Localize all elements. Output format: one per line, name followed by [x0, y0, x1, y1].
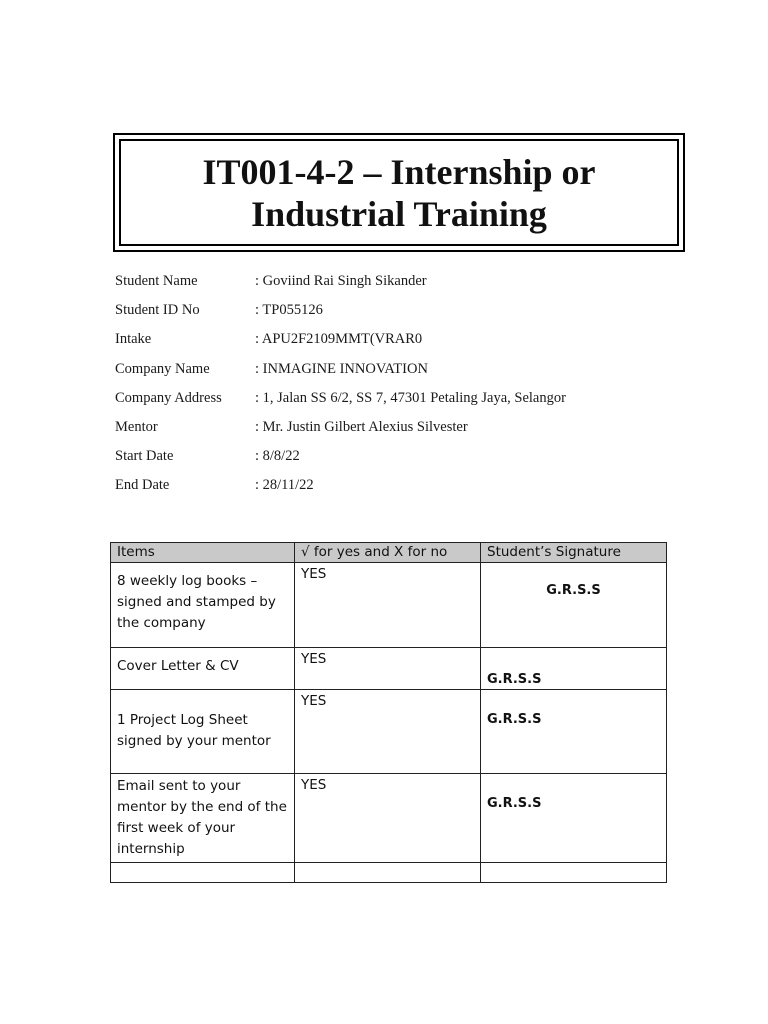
- info-row-company-name: [115, 355, 715, 384]
- info-row-mentor: [115, 413, 715, 442]
- item-cell: [111, 648, 295, 690]
- empty-cell: [111, 863, 295, 883]
- info-row-end-date: [115, 471, 715, 500]
- item-cell: [111, 774, 295, 863]
- info-value: : 28/11/22: [255, 477, 314, 494]
- item-text: Cover Letter & CV: [117, 658, 239, 674]
- column-header-check: √ for yes and X for no: [295, 543, 481, 563]
- signature-cell: [481, 648, 667, 690]
- info-label: Intake: [115, 331, 152, 348]
- document-title-line-2: Industrial Training: [251, 193, 547, 234]
- info-row-intake: [115, 325, 715, 354]
- table-row: [111, 648, 667, 690]
- title-inner-frame: [119, 139, 679, 246]
- table-row: [111, 774, 667, 863]
- info-row-student-name: [115, 267, 715, 296]
- info-value: : TP055126: [255, 302, 323, 319]
- info-row-start-date: [115, 442, 715, 471]
- check-value: YES: [301, 651, 327, 667]
- column-header-items: Items: [111, 543, 295, 563]
- info-label: Student ID No: [115, 302, 200, 319]
- item-cell: [111, 563, 295, 648]
- info-label: Student Name: [115, 273, 198, 290]
- item-cell: [111, 690, 295, 774]
- table-row: [111, 690, 667, 774]
- signature-cell: [481, 563, 667, 648]
- check-value: YES: [301, 566, 327, 582]
- table-row-empty: [111, 863, 667, 883]
- submission-checklist-table: [110, 542, 667, 883]
- info-label: Mentor: [115, 419, 158, 436]
- signature-value: G.R.S.S: [546, 583, 601, 598]
- info-value: : Goviind Rai Singh Sikander: [255, 273, 427, 290]
- signature-value: G.R.S.S: [487, 796, 542, 811]
- check-value: YES: [301, 777, 327, 793]
- signature-cell: [481, 690, 667, 774]
- title-box: [113, 133, 685, 252]
- empty-cell: [295, 863, 481, 883]
- info-value: : INMAGINE INNOVATION: [255, 360, 428, 377]
- column-header-signature: Student’s Signature: [481, 543, 667, 563]
- info-value: : 8/8/22: [255, 448, 300, 465]
- student-info-block: [115, 267, 715, 501]
- signature-value: G.R.S.S: [487, 672, 542, 687]
- check-cell: [295, 690, 481, 774]
- item-text: 1 Project Log Sheet signed by your mentor: [117, 712, 271, 749]
- check-cell: [295, 563, 481, 648]
- info-label: Company Address: [115, 389, 222, 406]
- document-title-line-1: IT001-4-2 – Internship or: [202, 151, 596, 192]
- info-row-student-id: [115, 296, 715, 325]
- check-value: YES: [301, 693, 327, 709]
- signature-cell: [481, 774, 667, 863]
- item-text: Email sent to your mentor by the end of the first week of your internship: [117, 778, 287, 857]
- info-value: : Mr. Justin Gilbert Alexius Silvester: [255, 419, 468, 436]
- table-header-row: [111, 543, 667, 563]
- info-value: : APU2F2109MMT(VRAR0: [255, 331, 423, 348]
- check-cell: [295, 774, 481, 863]
- item-text: 8 weekly log books – signed and stamped by the company: [117, 573, 276, 631]
- empty-cell: [481, 863, 667, 883]
- table-row: [111, 563, 667, 648]
- info-label: End Date: [115, 477, 170, 494]
- info-label: Company Name: [115, 360, 210, 377]
- signature-value: G.R.S.S: [487, 712, 542, 727]
- info-label: Start Date: [115, 448, 174, 465]
- check-cell: [295, 648, 481, 690]
- info-row-company-address: [115, 384, 715, 413]
- info-value: : 1, Jalan SS 6/2, SS 7, 47301 Petaling Jaya, Selangor: [255, 389, 566, 406]
